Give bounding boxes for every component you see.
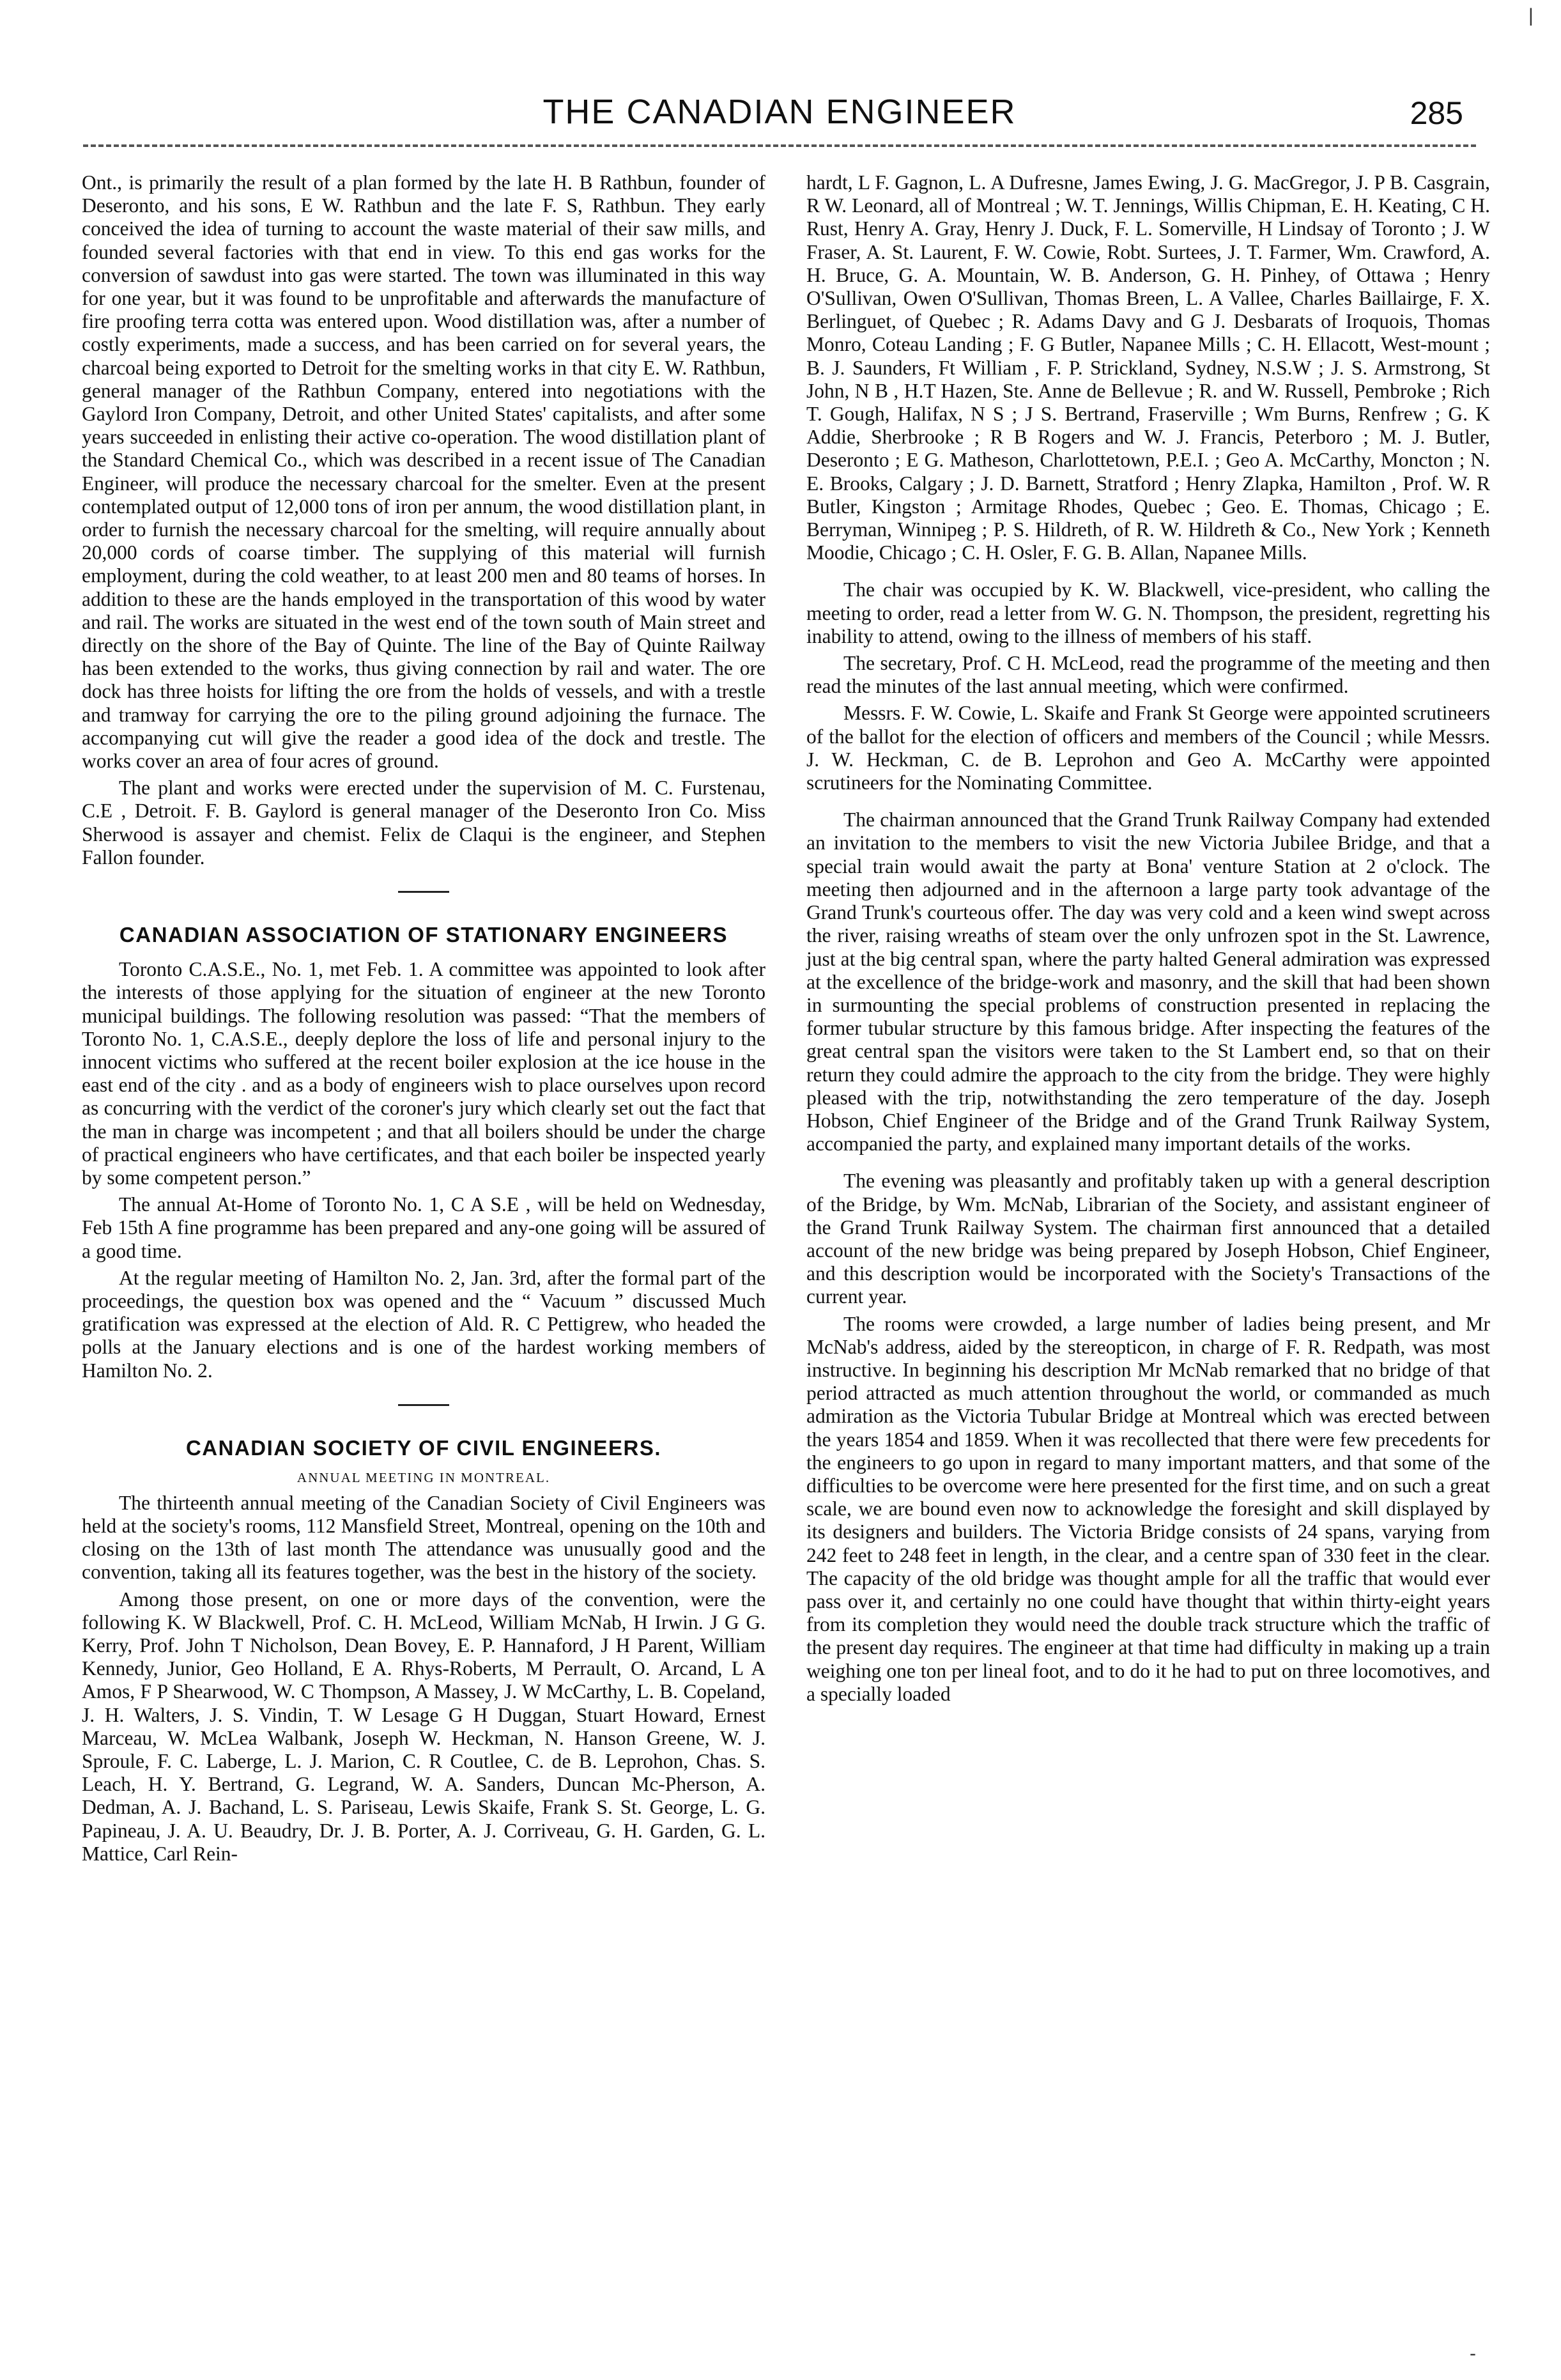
section-subheading-annual-meeting: ANNUAL MEETING IN MONTREAL. bbox=[296, 1469, 551, 1485]
civil-paragraph-1: The thirteenth annual meeting of the Canadian Society of Civil Engineers was held at the society's rooms, 112 Mansfield Street, Montreal, opening on the 10th and closing on the 13th of last month The attendance was unusually good and the convention, taking all its features together, was the best in the history of the society. bbox=[82, 1491, 765, 1584]
margin-mark-top: | bbox=[1528, 5, 1534, 26]
secretary-paragraph: The secretary, Prof. C H. McLeod, read the programme of the meeting and then read the minutes of the last annual meeting, which were confirmed. bbox=[806, 652, 1490, 698]
margin-mark-bottom: - bbox=[1470, 2343, 1476, 2364]
page-number: 285 bbox=[1410, 95, 1463, 131]
header-rule bbox=[83, 144, 1476, 147]
civil-paragraph-2: Among those present, on one or more days of the convention, were the following K. W Blackwell, Prof. C. H. McLeod, William McNab, H Irwin. J G G. Kerry, Prof. John T Nicholson, Dean Bovey, E. P. Hannaford, J H Parent, William Kennedy, Junior, Geo Holland, E A. Rhys-Roberts, M Perrault, O. Arcand, L A Amos, F P Shearwood, W. C Thompson, A Massey, J. W McCarthy, L. B. Copeland, J. H. Walters, J. S. Vindin, T. W Lesage G H Duggan, Stuart Howard, Ernest Marceau, W. McLea Walbank, Joseph W. Heckman, N. Hanson Greene, W. J. Sproule, F. C. Laberge, L. J. Marion, C. R Coutlee, C. de B. Leprohon, Chas. S. Leach, H. Y. Bertrand, G. Legrand, W. A. Sanders, Duncan Mc-Pherson, A. Dedman, A. J. Bachand, L. S. Pariseau, Lewis Skaife, Frank S. St. George, L. G. Papineau, J. A. U. Beaudry, Dr. J. B. Porter, A. J. Corriveau, G. H. Garden, G. L. Mattice, Carl Rein- bbox=[82, 1588, 765, 1865]
left-column bbox=[82, 171, 765, 1869]
section-heading-civil-engineers: CANADIAN SOCIETY OF CIVIL ENGINEERS. bbox=[185, 1435, 662, 1460]
attendees-paragraph: hardt, L F. Gagnon, L. A Dufresne, James Ewing, J. G. MacGregor, J. P B. Casgrain, R W. Leonard, all of Montreal ; W. T. Jennings, Willis Chipman, E. H. Keating, C H. Rust, Henry A. Gray, Henry J. Duck, F. L. Somerville, H Lindsay of Toronto ; J. W Fraser, A. St. Laurent, F. W. Cowie, Robt. Surtees, J. T. Farmer, Wm. Crawford, A. H. Bruce, G. A. Mountain, W. B. Anderson, G. H. Pinhey, of Ottawa ; Henry O'Sullivan, Owen O'Sullivan, Thomas Breen, L. A Vallee, Charles Baillairge, F. X. Berlinguet, of Quebec ; R. Adams Davy and G J. Desbarats of Iroquois, Thomas Monro, Coteau Landing ; F. G Butler, Napanee Mills ; C. H. Ellacott, West-mount ; B. J. Saunders, Ft William , F. P. Strickland, Sydney, N.S.W ; J. S. Armstrong, St John, N B , H.T Hazen, Ste. Anne de Bellevue ; R. and W. Russell, Pembroke ; Rich T. Gough, Halifax, N S ; J S. Bertrand, Fraserville ; Wm Burns, Renfrew ; G. K Addie, Sherbrooke ; R B Rogers and W. J. Francis, Peterboro ; M. J. Butler, Deseronto ; E G. Matheson, Charlottetown, P.E.I. ; Geo A. McCarthy, Moncton ; N. E. Brooks, Calgary ; J. D. Barnett, Stratford ; Henry Zlapka, Hamilton , Prof. W. R Butler, Kingston ; Armitage Rhodes, Quebec ; Geo. E. Thomas, Chicago ; E. Berryman, Winnipeg ; P. S. Hildreth, of R. W. Hildreth & Co., New York ; Kenneth Moodie, Chicago ; C. H. Osler, F. G. B. Allan, Napanee Mills. bbox=[806, 171, 1490, 564]
publication-title: THE CANADIAN ENGINEER bbox=[542, 93, 1017, 131]
section-divider bbox=[398, 891, 449, 893]
chair-paragraph: The chair was occupied by K. W. Blackwell, vice-president, who calling the meeting to order, read a letter from W. G. N. Thompson, the president, regretting his inability to attend, owing to the illness of members of his staff. bbox=[806, 578, 1490, 647]
section-divider bbox=[398, 1404, 449, 1406]
stationary-paragraph-1: Toronto C.A.S.E., No. 1, met Feb. 1. A committee was appointed to look after the interests of those applying for the situation of engineer at the new Toronto municipal buildings. The following resolution was passed: “That the members of Toronto No. 1, C.A.S.E., deeply deplore the loss of life and personal injury to the innocent victims who suffered at the recent boiler explosion at the ice house in the east end of the city . and as a body of engineers wish to place ourselves upon record as concurring with the verdict of the coroner's jury which clearly set out the fact that the man in charge was incompetent ; and that all boilers should be under the charge of practical engineers who have certificates, and that each boiler be inspected yearly by some competent person.” bbox=[82, 958, 765, 1189]
section-heading-stationary-engineers: CANADIAN ASSOCIATION OF STATIONARY ENGINEERS bbox=[119, 923, 728, 947]
article-paragraph-plant: The plant and works were erected under the supervision of M. C. Furstenau, C.E , Detroit. F. B. Gaylord is general manager of the Deseronto Iron Co. Miss Sherwood is assayer and chemist. Felix de Claqui is the engineer, and Stephen Fallon founder. bbox=[82, 777, 765, 869]
stationary-paragraph-2: The annual At-Home of Toronto No. 1, C A S.E , will be held on Wednesday, Feb 15th A fine programme has been prepared and any-one going will be assured of a good time. bbox=[82, 1193, 765, 1262]
rooms-paragraph: The rooms were crowded, a large number of ladies being present, and Mr McNab's address, aided by the stereopticon, in charge of F. R. Redpath, was most instructive. In beginning his description Mr McNab remarked that no bridge of that period attracted as much attention throughout the world, or commanded as much admiration as the Victoria Tubular Bridge at Montreal which was erected between the years 1854 and 1859. When it was recollected that there were few precedents for the engineers to go upon in regard to many important matters, and that some of the difficulties to be overcome were here presented for the first time, and on such a great scale, we are bound even now to acknowledge the foresight and skill displayed by its designers and builders. The Victoria Bridge consists of 24 spans, varying from 242 feet to 248 feet in length, in the clear, and a centre span of 330 feet in the clear. The capacity of the old bridge was thought ample for all the traffic that would ever pass over it, and certainly no one could have thought that within thirty-eight years from its completion they would need the double track structure which the traffic of the present day requires. The engineer at that time had difficulty in making up a train weighing one ton per lineal foot, and to do it he had to put on three locomotives, and a specially loaded bbox=[806, 1312, 1491, 1705]
stationary-paragraph-3: At the regular meeting of Hamilton No. 2, Jan. 3rd, after the formal part of the proceedings, the question box was opened and the “ Vacuum ” discussed Much gratification was expressed at the election of Ald. R. C Pettigrew, who headed the polls at the January elections and is one of the hardest working members of Hamilton No. 2. bbox=[82, 1266, 765, 1382]
scrutineers-paragraph: Messrs. F. W. Cowie, L. Skaife and Frank St George were appointed scrutineers of the ballot for the election of officers and members of the Council ; while Messrs. J. W. Heckman, C. de B. Leprohon and Geo A. McCarthy were appointed scrutineers for the Nominating Committee. bbox=[806, 702, 1490, 794]
invitation-paragraph: The chairman announced that the Grand Trunk Railway Company had extended an invitation to the members to visit the new Victoria Jubilee Bridge, and that a special train would await the party at Bona' venture Station at 2 o'clock. The meeting then adjourned and in the afternoon a large party took advantage of the Grand Trunk's courteous offer. The day was very cold and a keen wind swept across the river, raising wreaths of steam over the only unfrozen spot in the St. Lawrence, just at the big central span, where the party halted General admiration was expressed at the excellence of the bridge-work and masonry, and the skill that had been shown in surmounting the special problems of construction presented in replacing the former tubular structure by this famous bridge. After inspecting the features of the great central span the visitors were taken to the St Lambert end, so that on their return they could admire the approach to the city from the bridge. They were highly pleased with the trip, notwithstanding the zero temperature of the day. Joseph Hobson, Chief Engineer of the Bridge and of the Grand Trunk Railway System, accompanied the party, and explained many important details of the works. bbox=[806, 808, 1490, 1155]
right-column bbox=[806, 171, 1490, 1710]
page-header bbox=[83, 89, 1476, 160]
article-paragraph-deseronto: Ont., is primarily the result of a plan formed by the late H. B Rathbun, founder of Deseronto, and his sons, E W. Rathbun and the late F. S, Rathbun. They early conceived the idea of turning to account the waste material of their saw mills, and founded several factories with that end in view. To this end gas works for the conversion of sawdust into gas were started. The town was illuminated in this way for one year, but it was found to be unprofitable and afterwards the manufacture of fire proofing terra cotta was entered upon. Wood distillation was, after a number of costly experiments, made a success, and has been carried on for several years, the charcoal being exported to Detroit for the smelting works in that city E. W. Rathbun, general manager of the Rathbun Company, entered into negotiations with the Gaylord Iron Company, Detroit, and other United States' capitalists, and after some years succeeded in enlisting their active co-operation. The wood distillation plant of the Standard Chemical Co., which was described in a recent issue of The Canadian Engineer, will produce the necessary charcoal for the smelter. Even at the present contemplated output of 12,000 tons of iron per annum, the wood distillation plant, in order to furnish the necessary charcoal for the smelting, will require annually about 20,000 cords of coarse timber. The supplying of this material will furnish employment, during the cold weather, to at least 200 men and 80 teams of horses. In addition to these are the hands employed in the transportation of this wood by water and rail. The works are situated in the west end of the town south of Main street and directly on the shore of the Bay of Quinte. The line of the Bay of Quinte Railway has been extended to the works, thus giving connection by rail and water. The ore dock has three hoists for lifting the ore from the holds of vessels, and with a trestle and tramway for carrying the ore to the piling ground adjoining the furnace. The accompanying cut will give the reader a good idea of the dock and trestle. The works cover an area of four acres of ground. bbox=[82, 171, 765, 773]
evening-paragraph: The evening was pleasantly and profitably taken up with a general description of the Bridge, by Wm. McNab, Librarian of the Society, and assistant engineer of the Grand Trunk Railway System. The chairman first announced that a detailed account of the new bridge was being prepared by Joseph Hobson, Chief Engineer, and this description would be incorporated with the Society's Transactions of the current year. bbox=[806, 1170, 1490, 1308]
